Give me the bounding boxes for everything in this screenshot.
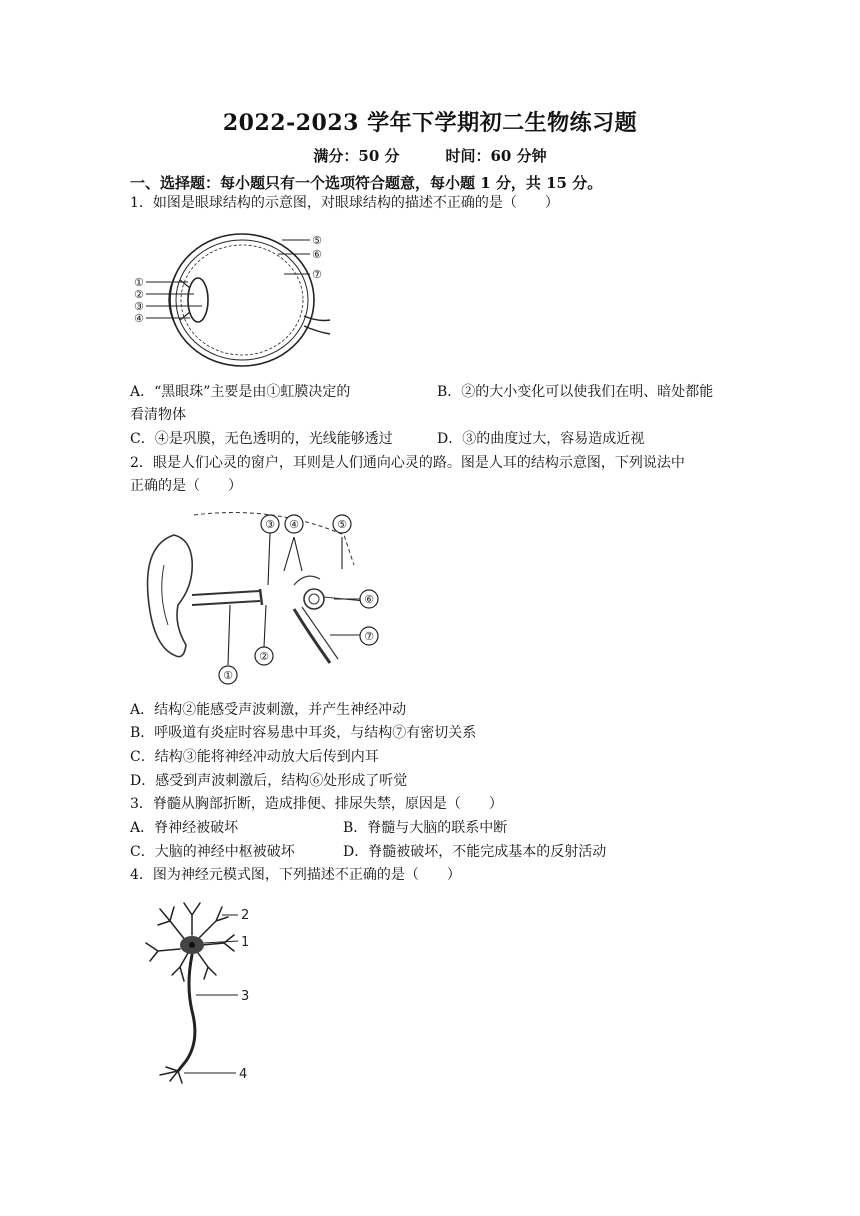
ear-label-3: ③ (265, 518, 275, 531)
q2-stem-line2: 正确的是（ ） (130, 478, 242, 494)
neuron-label-3: 3 (241, 989, 250, 1004)
q3-option-c: C．大脑的神经中枢被破坏 (130, 844, 295, 860)
neuron-label-2: 2 (241, 908, 250, 923)
ear-label-1: ① (223, 669, 233, 682)
ear-label-2: ② (259, 650, 269, 663)
ear-label-7: ⑦ (364, 630, 374, 643)
q2-option-a: A．结构②能感受声波刺激，并产生神经冲动 (130, 702, 407, 718)
page-title: 2022-2023 学年下学期初二生物练习题 (222, 110, 638, 136)
q3-stem: 3．脊髓从胸部折断，造成排便、排尿失禁，原因是（ ） (130, 796, 503, 812)
q2-option-c: C．结构③能将神经冲动放大后传到内耳 (130, 749, 379, 765)
q3-option-d: D．脊髓被破坏，不能完成基本的反射活动 (343, 844, 607, 860)
q3-option-b: B．脊髓与大脑的联系中断 (343, 820, 508, 836)
q4-stem: 4．图为神经元模式图，下列描述不正确的是（ ） (130, 867, 461, 883)
q1-option-d: D．③的曲度过大，容易造成近视 (437, 431, 645, 447)
eye-label-2: ② (134, 288, 144, 301)
q1-option-c: C．④是巩膜，无色透明的，光线能够透过 (130, 431, 393, 447)
eye-label-3: ③ (134, 300, 144, 313)
full-score: 满分：50 分 (313, 147, 400, 165)
neuron-label-4: 4 (239, 1067, 248, 1082)
q1-stem: 1．如图是眼球结构的示意图，对眼球结构的描述不正确的是（ ） (130, 195, 559, 211)
exam-meta (0, 145, 860, 166)
eye-diagram (132, 222, 332, 372)
q2-option-b: B．呼吸道有炎症时容易患中耳炎，与结构⑦有密切关系 (130, 725, 477, 741)
eye-label-6: ⑥ (312, 248, 322, 261)
eye-label-5: ⑤ (312, 234, 322, 247)
ear-label-4: ④ (289, 518, 299, 531)
ear-diagram (134, 505, 384, 695)
eye-label-7: ⑦ (312, 268, 322, 281)
ear-label-5: ⑤ (337, 518, 347, 531)
section-heading: 一、选择题：每小题只有一个选项符合题意，每小题 1 分，共 15 分。 (130, 174, 603, 192)
ear-label-6: ⑥ (364, 593, 374, 606)
q1-option-a: A．“黑眼珠”主要是由①虹膜决定的 (130, 384, 351, 400)
q1-option-b-continued: 看清物体 (130, 407, 186, 423)
q2-option-d: D．感受到声波刺激后，结构⑥处形成了听觉 (130, 773, 408, 789)
exam-time: 时间：60 分钟 (445, 147, 547, 165)
eye-label-1: ① (134, 276, 144, 289)
neuron-label-1: 1 (241, 935, 250, 950)
eye-label-4: ④ (134, 312, 144, 325)
q1-option-b: B．②的大小变化可以使我们在明、暗处都能 (437, 384, 714, 400)
q2-stem-line1: 2．眼是人们心灵的窗户，耳则是人们通向心灵的路。图是人耳的结构示意图，下列说法中 (130, 455, 685, 471)
neuron-diagram (130, 895, 260, 1095)
q3-option-a: A．脊神经被破坏 (130, 820, 239, 836)
